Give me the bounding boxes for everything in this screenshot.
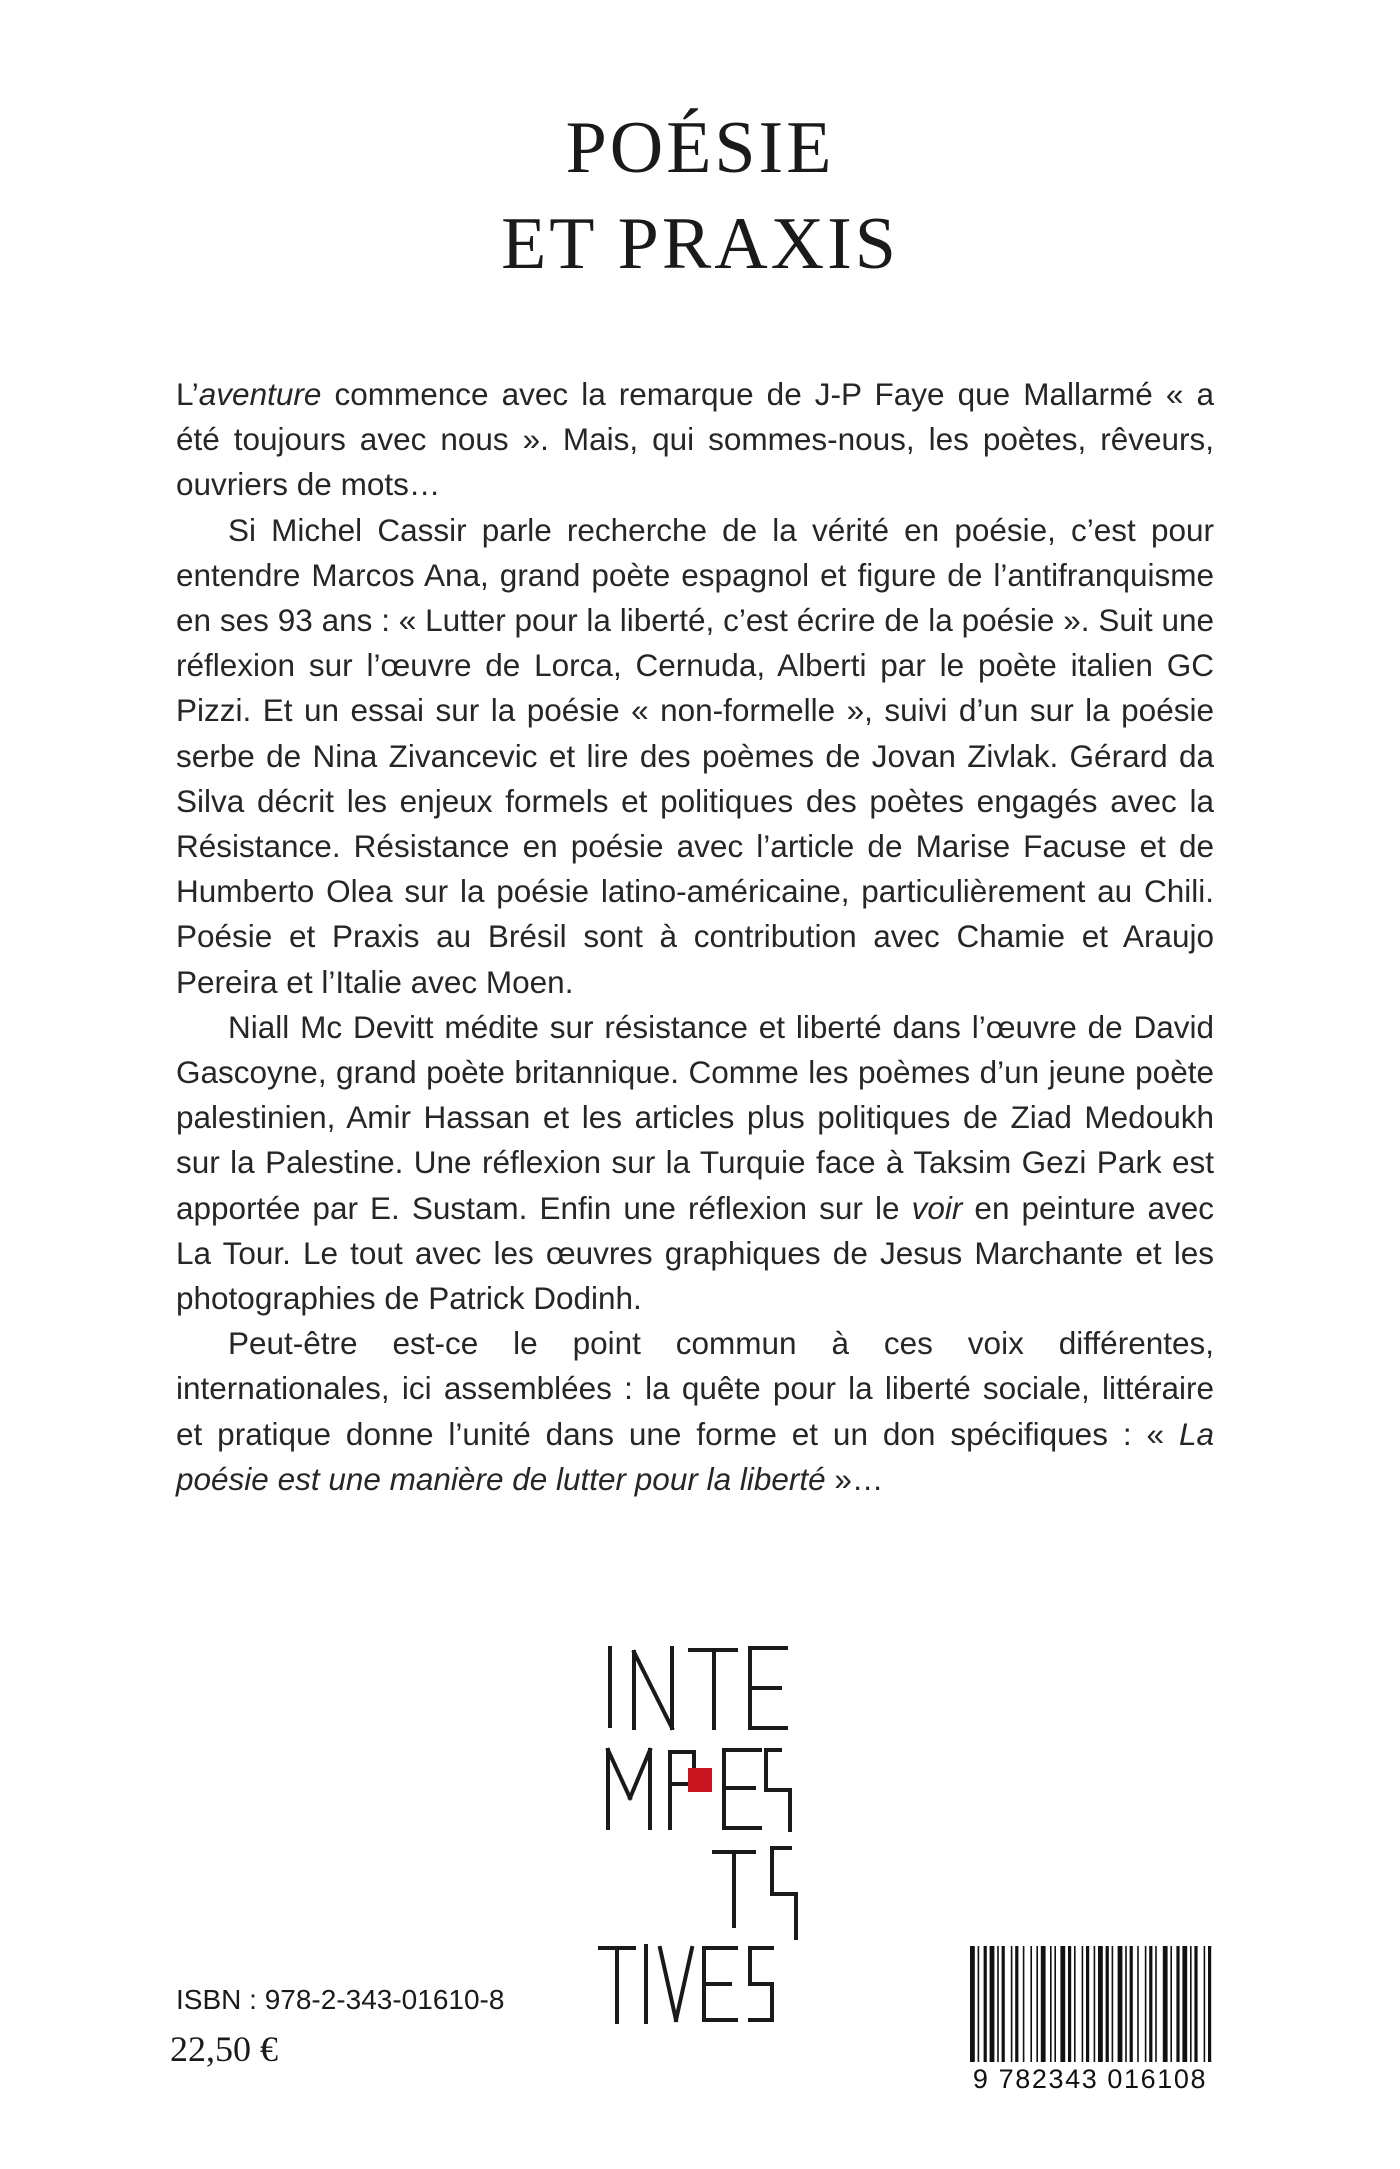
price: 22,50 € xyxy=(170,2029,278,2069)
title-line-1: POÉSIE xyxy=(565,107,835,189)
back-cover-blurb xyxy=(176,372,1214,1502)
p1-post: commence avec la remarque de J-P Faye que Mallarmé « a été toujours avec nous ». Mais, qui sommes-nous, les poètes, rêveurs, ouvriers de mots… xyxy=(176,376,1214,503)
blurb-paragraph-1 xyxy=(176,372,1214,508)
isbn: ISBN : 978-2-343-01610-8 xyxy=(176,1984,505,2015)
p3-pre: Niall Mc Devitt médite sur résistance et liberté dans l’œuvre de David Gascoyne, grand poète britannique. Comme les poèmes d’un jeune poète palestinien, Amir Hassan et les articles plus politiques de Ziad Medoukh sur la Palestine. Une réflexion sur la Turquie face à Taksim Gezi Park est apportée par E. Sustam. Enfin une réflexion sur le xyxy=(176,1008,1214,1226)
p4-post: »… xyxy=(825,1460,884,1497)
blurb-paragraph-3 xyxy=(176,1005,1214,1321)
p1-emphasis: aventure xyxy=(198,376,322,412)
p1-pre: L’ xyxy=(176,376,199,412)
barcode-digits: 9 782343 016108 xyxy=(972,2064,1208,2094)
book-title xyxy=(0,100,1400,292)
p4-pre: Peut-être est-ce le point commun à ces voix différentes, internationales, ici assemblées : la quête pour la liberté sociale, littéraire et pratique donne l’unité dans une forme et un don spécifiques : « xyxy=(176,1325,1214,1452)
p3-post: en peinture avec La Tour. Le tout avec les œuvres graphiques de Jesus Marchante et les photographies de Patrick Dodinh. xyxy=(176,1189,1214,1317)
blurb-paragraph-2: Si Michel Cassir parle recherche de la vérité en poésie, c’est pour entendre Marcos Ana, grand poète espagnol et figure de l’antifranquisme en ses 93 ans : « Lutter pour la liberté, c’est écrire de la poésie ». Suit une réflexion sur l’œuvre de Lorca, Cernuda, Alberti par le poète italien GC Pizzi. Et un essai sur la poésie « non-formelle », suivi d’un sur la poésie serbe de Nina Zivancevic et lire des poèmes de Jovan Zivlak. Gérard da Silva décrit les enjeux formels et politiques des poètes engagés avec la Résistance. Résistance en poésie avec l’article de Marise Facuse et de Humberto Olea sur la poésie latino-américaine, particulièrement au Chili. Poésie et Praxis au Brésil sont à contribution avec Chamie et Araujo Pereira et l’Italie avec Moen. xyxy=(176,511,1214,1000)
title-line-2: ET PRAXIS xyxy=(501,203,899,285)
p3-emphasis: voir xyxy=(911,1189,963,1226)
logo-accent-square xyxy=(688,1768,712,1792)
p4-emphasis: La poésie est une manière de lutter pour la liberté xyxy=(176,1415,1214,1497)
intempestives-logo xyxy=(590,1608,800,2030)
blurb-paragraph-4 xyxy=(176,1321,1214,1502)
